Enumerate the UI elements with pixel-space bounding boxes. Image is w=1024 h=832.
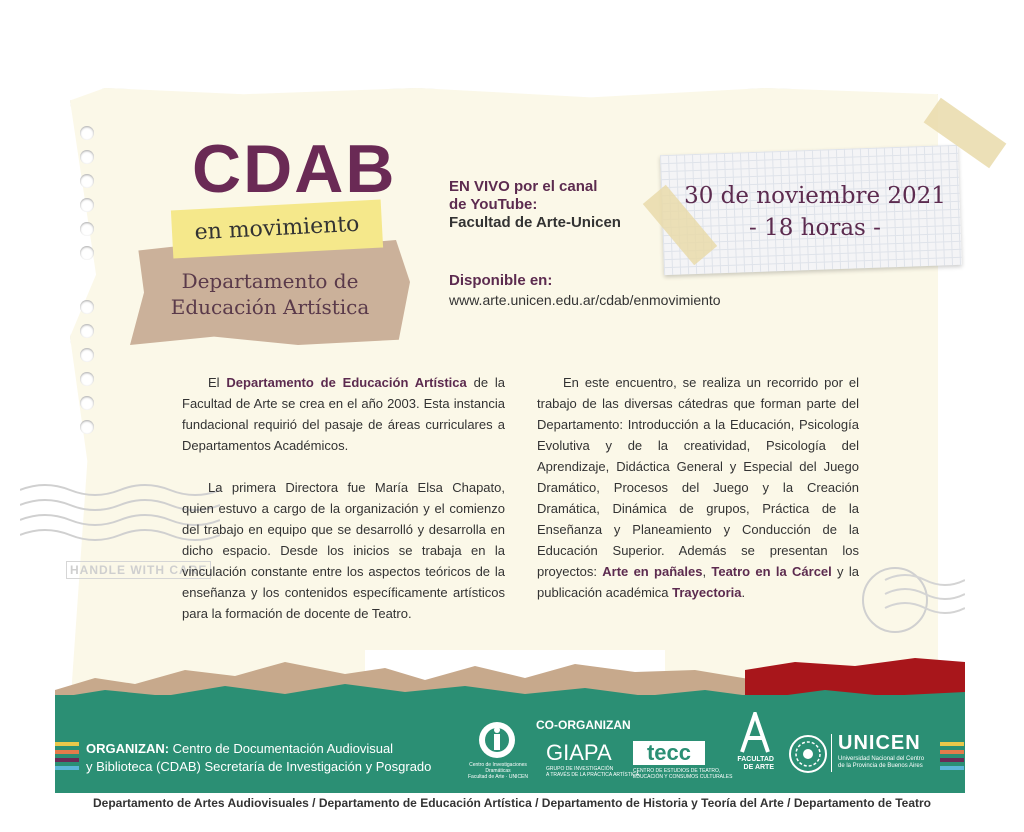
event-date-day: 30 de noviembre 2021: [684, 183, 946, 209]
text-span: ,: [702, 564, 712, 579]
fa-line2: DE ARTE: [743, 764, 774, 771]
paper-hole: [80, 246, 94, 260]
giapa-sub2: A TRAVÉS DE LA PRÁCTICA ARTÍSTICA: [546, 772, 640, 778]
unicen-divider: [831, 734, 832, 772]
footer-departments: Departamento de Artes Audiovisuales / Departamento de Educación Artística / Departamento de Historia y Teoría del Arte / Departamento de Teatro: [93, 796, 931, 810]
tecc-sub1: CENTRO DE ESTUDIOS DE TEATRO,: [633, 768, 721, 774]
paragraph: [537, 372, 859, 603]
paper-hole: [80, 348, 94, 362]
live-line1: EN VIVO por el canal: [449, 178, 598, 195]
live-line2: de YouTube:: [449, 196, 538, 213]
stripe-mark-right: [940, 742, 964, 778]
giapa-sub1: GRUPO DE INVESTIGACIÓN: [546, 766, 614, 772]
postmark-stamp-right: [855, 560, 965, 640]
event-url-link[interactable]: www.arte.unicen.edu.ar/cdab/enmovimiento: [449, 292, 721, 308]
organizers-text: [86, 740, 431, 776]
department-title-line1: Departamento de: [181, 269, 359, 293]
paper-hole: [80, 300, 94, 314]
unicen-logo: UNICEN: [838, 732, 921, 754]
paper-hole: [80, 198, 94, 212]
highlight-project: Arte en pañales: [602, 564, 703, 579]
paper-hole: [80, 396, 94, 410]
unicen-seal-icon: [788, 734, 828, 774]
organizers-line1: Centro de Documentación Audiovisual: [169, 741, 394, 756]
live-channel: Facultad de Arte-Unicen: [449, 214, 621, 231]
paper-hole: [80, 126, 94, 140]
highlight-department: Departamento de Educación Artística: [226, 375, 467, 390]
unicen-logo-sub: [838, 756, 924, 770]
highlight-publication: Trayectoria: [672, 585, 742, 600]
organizers-line2: y Biblioteca (CDAB) Secretaría de Investigación y Posgrado: [86, 759, 432, 774]
available-label: Disponible en:: [449, 272, 553, 289]
body-column-left: [182, 372, 505, 645]
paper-hole: [80, 150, 94, 164]
paragraph: [182, 372, 505, 456]
cdab-logo: CDAB: [192, 131, 397, 207]
text-span: de la Facultad de Arte se crea en el año 2003. Esta instancia fundacional requirió del pasaje de áreas curriculares a Departamentos Académicos.: [182, 375, 506, 453]
fa-line1: FACULTAD: [737, 756, 774, 763]
text-span: El: [208, 375, 227, 390]
tecc-logo: tecc: [633, 741, 705, 765]
giapa-logo: GIAPA: [546, 740, 612, 765]
paper-hole: [80, 222, 94, 236]
paper-hole: [80, 174, 94, 188]
paper-hole: [80, 420, 94, 434]
coorganizers-label: CO-ORGANIZAN: [536, 718, 631, 732]
cid-sub: Facultad de Arte · UNICEN: [467, 774, 529, 780]
text-span: .: [741, 585, 746, 600]
cid-name: Centro de Investigaciones Dramáticas: [469, 762, 527, 774]
paper-hole: [80, 372, 94, 386]
live-info: [449, 178, 621, 232]
facultad-de-arte-logo-text: [734, 756, 774, 772]
event-date-time: - 18 horas -: [749, 215, 881, 241]
paper-hole: [80, 324, 94, 338]
facultad-de-arte-logo-icon: [738, 712, 772, 754]
tecc-sub2: EDUCACIÓN Y CONSUMOS CULTURALES: [633, 774, 733, 780]
cid-logo-text: [458, 762, 538, 780]
text-span: y la publicación académica: [537, 564, 859, 600]
paragraph: La primera Directora fue María Elsa Chapato, quien estuvo a cargo de la organización y el comienzo del trabajo en equipo que se desarrolló y desarrolla en dicho espacio. Desde los inicios se trabaja en la vinculación constante entre los aspectos teóricos de la enseñanza y los contenidos específicamente artísticos para la formación de docente de Teatro.: [182, 480, 505, 621]
stripe-mark-left: [55, 742, 79, 778]
organizers-label: ORGANIZAN:: [86, 741, 170, 756]
text-span: En este encuentro, se realiza un recorrido por el trabajo de las diversas cátedras que forman parte del Departamento: Introducción a la Educación, Psicología Evolutiva y de la creatividad, Psicología del Aprendizaje, Didáctica General y Especial del Juego Dramático, Procesos del Juego y la Creación Dramática, Dinámica de grupos, Práctica de la Enseñanza y Planeamiento y Conducción de la Educación Superior. Además se presentan los proyectos:: [537, 375, 859, 579]
giapa-logo-sub: [546, 766, 639, 778]
body-column-right: [537, 372, 859, 624]
department-title-line2: Educación Artística: [170, 295, 370, 319]
highlight-project: Teatro en la Cárcel: [711, 564, 832, 579]
unicen-sub1: Universidad Nacional del Centro: [838, 756, 925, 762]
event-date: [680, 180, 950, 244]
unicen-sub2: de la Provincia de Buenos Aires: [838, 763, 923, 769]
handle-with-care-stamp: HANDLE WITH CARE: [66, 561, 211, 579]
en-movimiento-label: en movimiento: [171, 200, 383, 259]
tecc-logo-sub: [633, 768, 732, 780]
cid-logo-icon: [474, 720, 520, 760]
department-title: [150, 268, 390, 320]
